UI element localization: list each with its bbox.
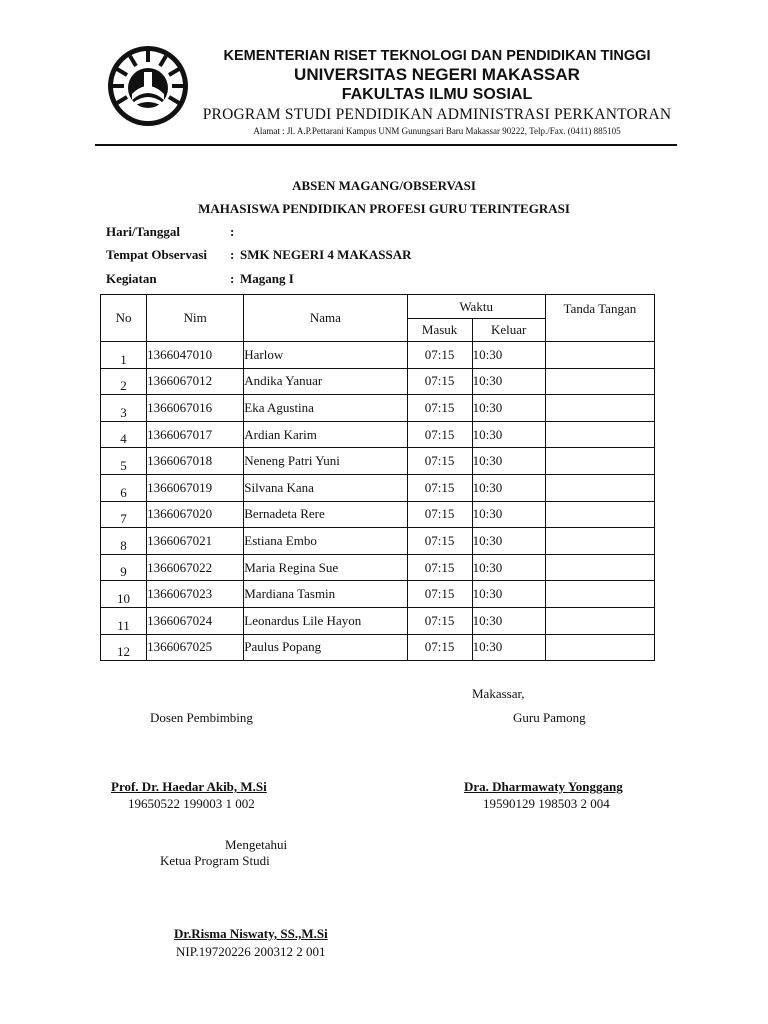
cell-keluar: 10:30 (472, 342, 545, 369)
cell-keluar: 10:30 (472, 448, 545, 475)
cell-keluar: 10:30 (472, 554, 545, 581)
signature-right-name: Dra. Dharmawaty Yonggang (464, 779, 623, 794)
cell-masuk: 07:15 (407, 581, 472, 608)
cell-keluar: 10:30 (472, 421, 545, 448)
cell-nama: Eka Agustina (244, 395, 407, 422)
signature-bottom-id: NIP.19720226 200312 2 001 (176, 944, 326, 959)
cell-no: 5 (101, 448, 147, 475)
cell-nim: 1366067023 (147, 581, 244, 608)
header-keluar: Keluar (472, 319, 545, 342)
cell-nim: 1366067024 (147, 607, 244, 634)
cell-masuk: 07:15 (407, 634, 472, 661)
cell-masuk: 07:15 (407, 448, 472, 475)
header-masuk: Masuk (407, 319, 472, 342)
cell-keluar: 10:30 (472, 607, 545, 634)
table-row (101, 607, 655, 634)
cell-nim: 1366067022 (147, 554, 244, 581)
university-name: UNIVERSITAS NEGERI MAKASSAR (294, 65, 580, 84)
cell-no: 12 (101, 634, 147, 661)
cell-nim: 1366067018 (147, 448, 244, 475)
header-tanda-tangan: Tanda Tangan (545, 295, 654, 342)
cell-tanda-tangan (545, 501, 654, 528)
signature-left-name: Prof. Dr. Haedar Akib, M.Si (111, 779, 267, 794)
table-row (101, 501, 655, 528)
table-body (101, 342, 655, 661)
info-row-location (106, 247, 412, 263)
letterhead-text (192, 48, 682, 137)
cell-nim: 1366047010 (147, 342, 244, 369)
cell-masuk: 07:15 (407, 395, 472, 422)
signature-bottom-label1: Mengetahui (225, 837, 288, 852)
info-label: Tempat Observasi (106, 247, 207, 262)
signature-bottom-name: Dr.Risma Niswaty, SS.,M.Si (174, 926, 328, 941)
cell-keluar: 10:30 (472, 395, 545, 422)
cell-masuk: 07:15 (407, 421, 472, 448)
table-row (101, 448, 655, 475)
attendance-table (100, 294, 655, 661)
info-value: SMK NEGERI 4 MAKASSAR (240, 247, 412, 262)
cell-nama: Bernadeta Rere (244, 501, 407, 528)
cell-nama: Maria Regina Sue (244, 554, 407, 581)
document-title: ABSEN MAGANG/OBSERVASI (292, 178, 476, 193)
header-waktu: Waktu (407, 295, 545, 319)
cell-no: 2 (101, 368, 147, 395)
cell-masuk: 07:15 (407, 501, 472, 528)
cell-keluar: 10:30 (472, 581, 545, 608)
signature-right-role: Guru Pamong (513, 710, 586, 725)
cell-keluar: 10:30 (472, 528, 545, 555)
cell-keluar: 10:30 (472, 474, 545, 501)
cell-nama: Leonardus Lile Hayon (244, 607, 407, 634)
letterhead (92, 36, 682, 148)
table-header-row (101, 295, 655, 319)
cell-masuk: 07:15 (407, 554, 472, 581)
cell-no: 10 (101, 581, 147, 608)
info-colon: : (230, 247, 235, 262)
table-row (101, 581, 655, 608)
ministry-name: KEMENTERIAN RISET TEKNOLOGI DAN PENDIDIKAN TINGGI (223, 48, 651, 64)
signature-bottom-label2: Ketua Program Studi (160, 853, 270, 868)
info-value: Magang I (240, 271, 294, 286)
cell-keluar: 10:30 (472, 368, 545, 395)
cell-nim: 1366067020 (147, 501, 244, 528)
signature-left-role: Dosen Pembimbing (150, 710, 253, 725)
table-row (101, 474, 655, 501)
cell-nim: 1366067016 (147, 395, 244, 422)
cell-nim: 1366067025 (147, 634, 244, 661)
cell-tanda-tangan (545, 395, 654, 422)
table-row (101, 342, 655, 369)
cell-nama: Ardian Karim (244, 421, 407, 448)
program-name: PROGRAM STUDI PENDIDIKAN ADMINISTRASI PERKANTORAN (202, 106, 672, 123)
cell-masuk: 07:15 (407, 342, 472, 369)
document-subtitle: MAHASISWA PENDIDIKAN PROFESI GURU TERINTEGRASI (198, 201, 570, 216)
signature-left-id: 19650522 199003 1 002 (128, 796, 255, 811)
info-label: Kegiatan (106, 271, 157, 286)
signature-right-id: 19590129 198503 2 004 (483, 796, 610, 811)
cell-no: 6 (101, 474, 147, 501)
cell-tanda-tangan (545, 554, 654, 581)
cell-nim: 1366067012 (147, 368, 244, 395)
cell-nim: 1366067019 (147, 474, 244, 501)
cell-tanda-tangan (545, 634, 654, 661)
info-label: Hari/Tanggal (106, 224, 180, 239)
cell-tanda-tangan (545, 448, 654, 475)
cell-tanda-tangan (545, 421, 654, 448)
table-row (101, 368, 655, 395)
header-nim: Nim (147, 295, 244, 342)
cell-tanda-tangan (545, 581, 654, 608)
cell-tanda-tangan (545, 342, 654, 369)
cell-nama: Harlow (244, 342, 407, 369)
info-row-activity (106, 271, 294, 287)
cell-nama: Estiana Embo (244, 528, 407, 555)
cell-nama: Neneng Patri Yuni (244, 448, 407, 475)
cell-nama: Mardiana Tasmin (244, 581, 407, 608)
cell-nim: 1366067017 (147, 421, 244, 448)
cell-tanda-tangan (545, 368, 654, 395)
cell-masuk: 07:15 (407, 607, 472, 634)
letterhead-divider (95, 144, 677, 146)
cell-nama: Andika Yanuar (244, 368, 407, 395)
cell-no: 4 (101, 421, 147, 448)
address: Alamat : Jl. A.P.Pettarani Kampus UNM Gunungsari Baru Makassar 90222, Telp./Fax. (0411) 885105 (253, 126, 621, 136)
cell-masuk: 07:15 (407, 474, 472, 501)
cell-tanda-tangan (545, 474, 654, 501)
table-row (101, 528, 655, 555)
cell-no: 7 (101, 501, 147, 528)
table-row (101, 421, 655, 448)
cell-nim: 1366067021 (147, 528, 244, 555)
header-nama: Nama (244, 295, 407, 342)
cell-keluar: 10:30 (472, 634, 545, 661)
cell-tanda-tangan (545, 607, 654, 634)
info-colon: : (230, 224, 235, 239)
cell-nama: Silvana Kana (244, 474, 407, 501)
cell-no: 11 (101, 607, 147, 634)
header-no: No (101, 295, 147, 342)
info-colon: : (230, 271, 235, 286)
info-row-date (106, 224, 240, 240)
faculty-name: FAKULTAS ILMU SOSIAL (341, 86, 533, 103)
cell-no: 9 (101, 554, 147, 581)
cell-no: 3 (101, 395, 147, 422)
university-logo (104, 42, 192, 130)
table-row (101, 395, 655, 422)
cell-no: 1 (101, 342, 147, 369)
cell-masuk: 07:15 (407, 528, 472, 555)
table-row (101, 634, 655, 661)
signature-place: Makassar, (472, 686, 525, 701)
cell-keluar: 10:30 (472, 501, 545, 528)
cell-masuk: 07:15 (407, 368, 472, 395)
table-row (101, 554, 655, 581)
cell-tanda-tangan (545, 528, 654, 555)
cell-no: 8 (101, 528, 147, 555)
cell-nama: Paulus Popang (244, 634, 407, 661)
